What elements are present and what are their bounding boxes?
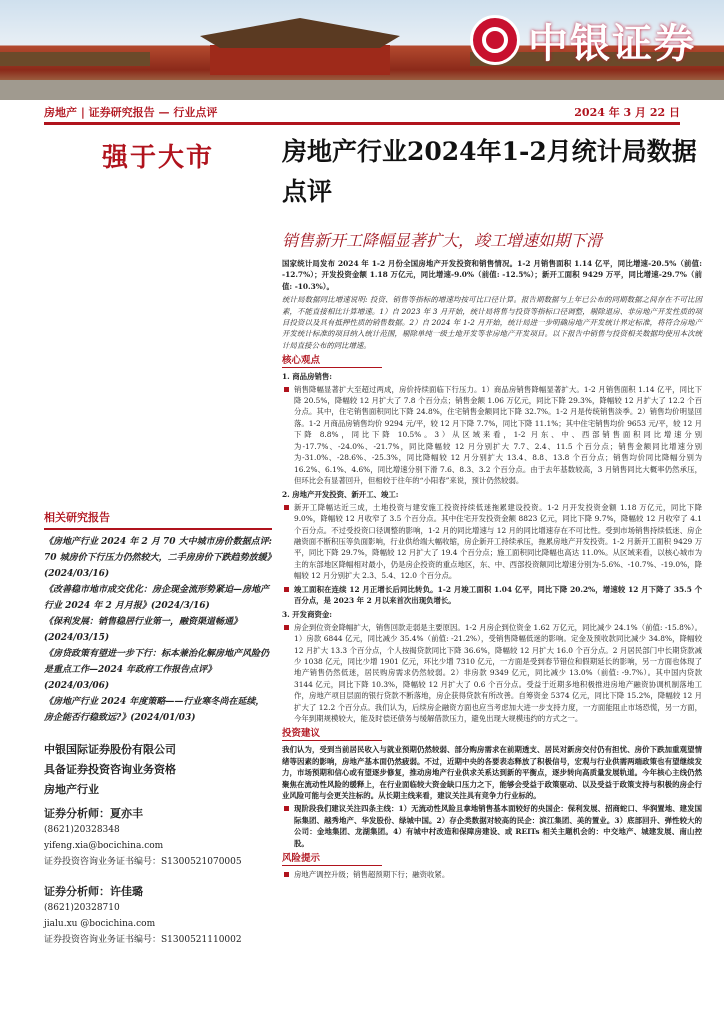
brand-name: 中银证券 (528, 20, 696, 67)
bullet-square-icon (284, 806, 289, 811)
intro-summary: 国家统计局发布 2024 年 1-2 月份全国房地产开发投资和销售情况。1-2 月销售面积 1.14 亿平，同比增速-20.5%（前值: -12.7%）；开发投资金额 1.18 万亿元，同比增速-9.0%（前值: -12.5%）；新开工面积 9429 万平，同比增速-29.7%（前值: -10.3%）。 (282, 259, 702, 291)
banner-side-roof-left (0, 52, 150, 66)
analyst-2-email[interactable]: jialu.xu @bocichina.com (44, 919, 156, 929)
bullet-square-icon (284, 625, 289, 630)
report-title: 房地产行业2024年1-2月统计局数据点评 (282, 137, 697, 206)
main-content (282, 258, 702, 883)
banner-ground (0, 80, 724, 100)
section-risk: 风险提示 (282, 852, 382, 866)
related-report[interactable]: 《房地产行业 2024 年 2 月 70 大中城市房价数据点评: 70 城房价下行压力仍然较大，二手房房价下跌趋势放缓》(2024/03/16) (44, 537, 272, 579)
analyst-1-cert: 证券投资咨询业务证书编号：S1300521070005 (44, 857, 242, 867)
analyst-2-cert: 证券投资咨询业务证书编号：S1300521110002 (44, 935, 242, 945)
rating-badge: 强于大市 (101, 142, 214, 173)
analyst-1-name: 证券分析师：夏亦丰 (44, 807, 143, 820)
bullet-risk: 房地产调控升级；销售超预期下行；融资收紧。 (282, 869, 702, 880)
analyst-1-phone: (8621)20328348 (44, 825, 120, 835)
firm-info (44, 740, 272, 800)
firm-qualification: 具备证券投资咨询业务资格 (44, 763, 176, 776)
related-report[interactable]: 《保利发展：销售稳居行业第一，融资渠道畅通》(2024/03/15) (44, 617, 243, 643)
analyst-2-name: 证券分析师：许佳璐 (44, 885, 143, 898)
analyst-1-email[interactable]: yifeng.xia@bocichina.com (44, 841, 164, 851)
core-heading-investment: 2. 房地产开发投资、新开工、竣工: (282, 490, 399, 500)
header-divider (44, 122, 680, 125)
bullet-sales: 销售降幅显著扩大至超过两成，房价持续面临下行压力。1）商品房销售降幅显著扩大。1-2 月销售面积 1.14 亿平，同比下降 20.5%，降幅较 12 月扩大了 7.8 个百分点；销售金额 1.06 万亿元，同比下降 29.3%，降幅较 12 月扩大了 12.2 个百分点。其中，住宅销售面积同比下降 24.8%，住宅销售金额同比下降 32.7%。1-2 月是传统销售淡季。2）销售均价明显回落。1-2 月商品房销售均价 9294 元/平，较 12 月下降 7.7%，同比下降 11.1%；其中住宅销售均价 9653 元/平，较 12 月下降 8.8%，同比下降 10.5%。3）从区域来看，1-2 月东、中、西部销售面积同比增速分别为-17.7%、-24.0%、-21.7%，同比降幅较 12 月分别扩大 7.7、2.4、11.5 个百分点；销售金额同比增速分别为-31.0%、-28.6%、-25.3%，同比降幅较 12 月分别扩大 13.4、8.8、13.8 个百分点；销售均价同比降幅分别为 16.2%、6.1%、4.6%，同比增速分别下滑 7.6、8.3、3.2 个百分点。由于去年基数较高，3 月销售同比大概率仍然承压，但环比会有显著回升，但相较于往年的“小阳春”来说，预计仍然较弱。 (282, 384, 702, 487)
report-header-bar (44, 104, 680, 122)
bullet-square-icon (284, 872, 289, 877)
invest-summary: 我们认为，受到当前居民收入与就业预期仍然较弱、部分购房需求在前期透支、居民对新房交付仍有担忧、房价下跌加重观望情绪等因素的影响，房地产基本面仍然疲弱。不过，近期中央的各要表态释放了积极信号，宏观与行业供需两端政策也有望继续发力，市场预期和信心或有望逐步修复，推动房地产行业供求关系达到新的平衡点，逐步转向高质量发展轨道。今年核心主线仍然聚焦在流动性风险的缓释上，在行业面临较大资金缺口压力之下，能够会受益于政策驱动、以及受益于政策支持与积极的房企行业风险可能与会更关注标的。从长期主线来看，建议关注具有竞争力行业标的。 (282, 745, 702, 801)
analyst-2-phone: (8621)20328710 (44, 903, 120, 913)
banner-hall (210, 45, 390, 75)
bullet-funding: 房企到位资金降幅扩大，销售回款走弱是主要原因。1-2 月房企到位资金 1.62 万亿元，同比减少 24.1%（前值: -15.8%）。1）房款 6844 亿元，同比减少 35.4%（前值: -21.2%），受销售降幅低迷的影响。定金及预收款同比减少 34.8%，降幅较 12 月扩大 13.3 个百分点，个人按揭贷款同比下降 36.6%，降幅较 12 月扩大 16.0 个百分点。2 月居民部门中长期贷款减少 1038 亿元，同比少增 1901 亿元，环比少增 7310 亿元，一方面是受到春节错位和假期延长的影响，另一方面也体现了地产销售仍然低迷，居民购房需求仍然较弱。2）非房款 9349 亿元，同比减少 13.0%（前值: -9.7%）。其中国内贷款 3144 亿元，同比下降 10.3%，降幅较 12 月扩大了 0.6 个百分点。受益于近期多地积极推进房地产融资协调机制落地工作，房地产项目层面的银行贷款不断落地，房企获得贷款有所改善。自筹资金 5374 亿元，同比下降 15.2%，降幅较 12 月扩大了 12.2 个百分点。我们认为，后续房企融资方面也应当考虑加大进一步支持力度，一方面能阻止市场恐慌，另一方面，今年到期规模较大，能及时偿还债务与缓解借款压力，避免出现大规模违约的方式之一。 (282, 622, 702, 725)
section-core: 核心观点 (282, 354, 382, 368)
bullet-square-icon (284, 505, 289, 510)
brand-logo (470, 10, 720, 70)
core-heading-funding: 3. 开发商资金: (282, 610, 332, 620)
core-heading-sales: 1. 商品房销售: (282, 372, 332, 382)
sidebar (44, 510, 272, 948)
firm-name: 中银国际证券股份有限公司 (44, 743, 176, 756)
bullet-investment: 新开工降幅达近三成，土地投资与建安施工投资持续低迷拖累建设投资。1-2 月开发投资金额 1.18 万亿元，同比下降 9.0%，降幅较 12 月收窄了 3.5 个百分点。其中住宅开发投资金额 8823 亿元，同比下降 9.7%，降幅较 12 月收窄了 4.1 个百分点。不过受投资口径调整的影响，1-2 月的同比增速与 12 月的同比增速存在不可比性。受到市场销售持续低迷、房企融资面不断积压等负面影响，行业供给端大幅收缩，房企新开工持续承压，拖累房地产开发投资。1-2 月新开工面积 9429 万平，同比下降 29.7%，降幅较 12 月扩大了 19.4 个百分点；施工面积同比降幅也高达 11.0%。从区域来看，以核心城市为主的东部地区降幅相对最小，仍是房企投资的重点地区，东、中、西部投资额同比增速分别为-5.6%、-10.7%、-19.0%，降幅较 12 月分别扩大 2.3、5.4、12.0 个百分点。 (282, 502, 702, 582)
related-reports-title: 相关研究报告 (44, 510, 272, 530)
banner-roof (200, 18, 400, 48)
report-subtitle: 销售新开工降幅显著扩大，竣工增速如期下滑 (282, 231, 603, 250)
related-report[interactable]: 《改善稳市地市成交优化：房企现金流形势紧迫—房地产行业 2024 年 2 月月报》(2024/3/16) (44, 585, 270, 611)
report-date: 2024 年 3 月 22 日 (574, 106, 680, 119)
intro-note: 统计局数据同比增速说明: 投资、销售等指标的增速均按可比口径计算。报告期数据与上年已公布的同期数据之间存在不可比因素，不能直接相比计算增速。1）自 2023 年 3 月开始，统计局将售与投资等指标口径调整，剔除退房、非房地产开发性质的项目投资以及具有抵押性质的销售数据。2）自 2024 年 1-2 月开始，统计局进一步明确房地产开发统计界定标准，将符合房地产开发统计标准的项目纳入统计范围，剔除单纯一级土地开发等非房地产开发项目。以下报告中销售与投资相关数据均使用本次统计局直接公布的同比增速。 (282, 295, 702, 350)
related-report[interactable]: 《房地产行业 2024 年度策略——行业寒冬尚在延续，房企能否行稳致远?》(2024/01/03) (44, 697, 265, 723)
sector-name: 房地产行业 (44, 783, 99, 796)
bullet-square-icon (284, 587, 289, 592)
boc-logo-icon (470, 15, 520, 65)
bullet-completion: 竣工面积在连续 12 月正增长后同比转负。1-2 月竣工面积 1.04 亿平，同比下降 20.2%，增速较 12 月下降了 35.5 个百分点，是 2023 年 2 月以来首次出现负增长。 (282, 584, 702, 607)
report-category: 房地产 | 证券研究报告 — 行业点评 (44, 106, 218, 119)
related-report[interactable]: 《房贷政策有望进一步下行：标本兼治化解房地产风险仍是重点工作—2024 年政府工作报告点评》(2024/03/06) (44, 649, 270, 691)
bullet-invest-picks: 现阶段我们建议关注四条主线：1）无流动性风险且拿地销售基本面较好的央国企：保利发展、招商蛇口、华润置地、建发国际集团、越秀地产、华发股份、绿城中国。2）存企类数据对较高的民企：滨江集团、美的置业。3）底部回升、弹性较大的公司：金地集团、龙湖集团。4）有城中村改造和保障房建设、或 REITs 相关主题机会的：中交地产、城建发展、南山控股。 (282, 803, 702, 849)
section-invest: 投资建议 (282, 727, 382, 741)
bullet-square-icon (284, 387, 289, 392)
